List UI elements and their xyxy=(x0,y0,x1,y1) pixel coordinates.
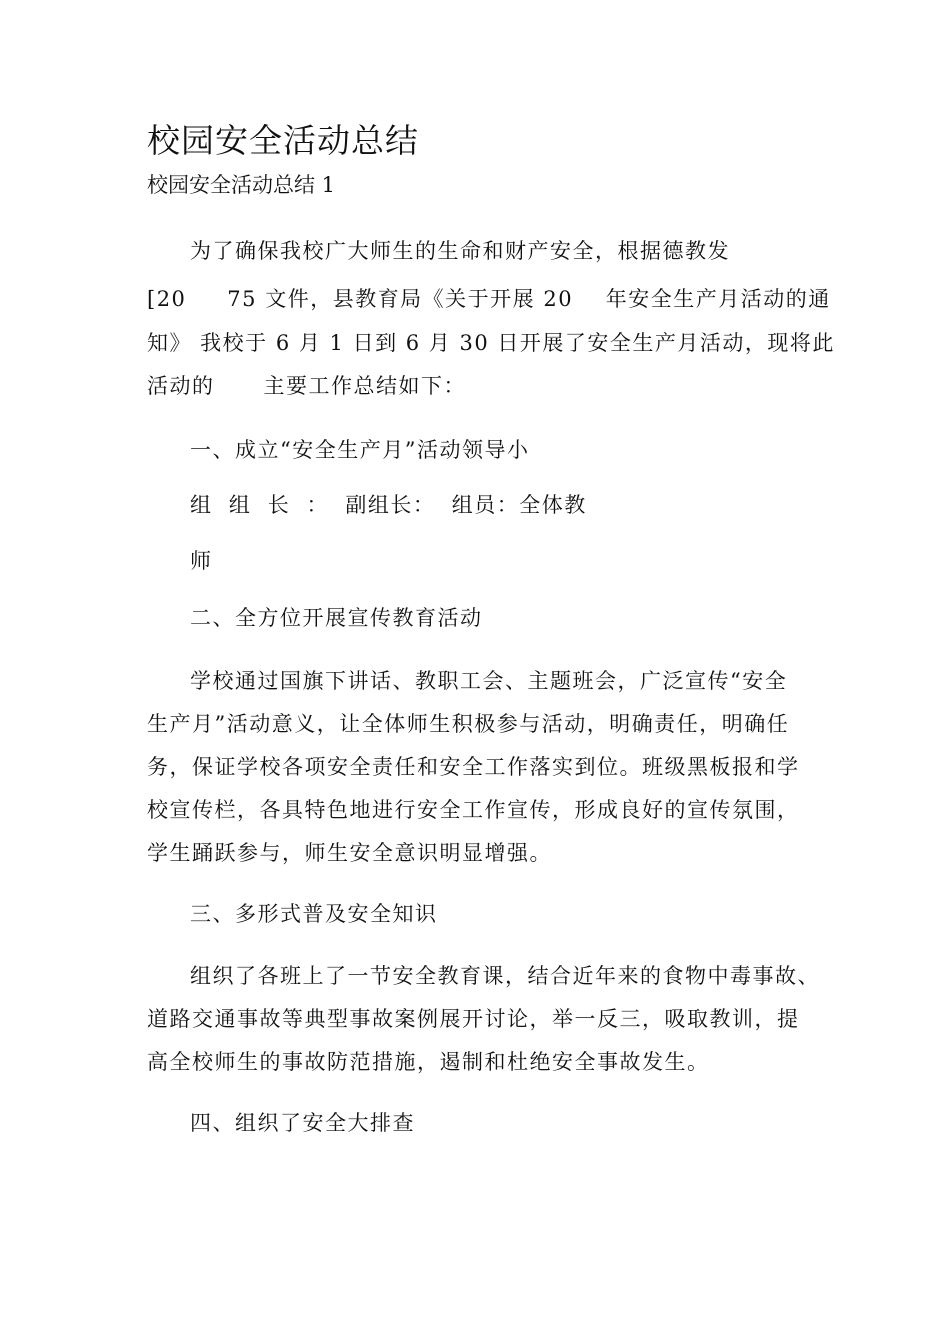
intro-line-4: 活动的 主要工作总结如下： xyxy=(147,374,467,398)
intro-line-3: 知》 我校于 6 月 1 日到 6 月 30 日开展了安全生产月活动，现将此 xyxy=(147,331,835,355)
section-4-heading: 四、组织了安全大排查 xyxy=(190,1111,415,1135)
section-2-line-4: 校宣传栏，各具特色地进行安全工作宣传，形成良好的宣传氛围， xyxy=(147,798,800,822)
document-subtitle: 校园安全活动总结 1 xyxy=(147,173,336,197)
section-2-line-1: 学校通过国旗下讲话、教职工会、主题班会，广泛宣传“安全 xyxy=(190,669,788,693)
section-1-line-1: 组 组 长 ： 副组长： 组员：全体教 xyxy=(190,493,587,517)
section-3-heading: 三、多形式普及安全知识 xyxy=(190,902,438,926)
section-3-line-1: 组织了各班上了一节安全教育课，结合近年来的食物中毒事故、 xyxy=(190,964,820,988)
intro-line-1: 为了确保我校广大师生的生命和财产安全，根据德教发 xyxy=(190,239,730,263)
section-1-heading: 一、成立“安全生产月”活动领导小 xyxy=(190,438,530,462)
document-title: 校园安全活动总结 xyxy=(147,121,419,160)
section-2-line-3: 务，保证学校各项安全责任和安全工作落实到位。班级黑板报和学 xyxy=(147,755,800,779)
intro-line-2: [20 75 文件，县教育局《关于开展 20 年安全生产月活动的通 xyxy=(147,287,831,311)
section-1-line-2: 师 xyxy=(190,549,213,573)
section-3-line-2: 道路交通事故等典型事故案例展开讨论，举一反三，吸取教训，提 xyxy=(147,1007,800,1031)
section-2-line-2: 生产月”活动意义，让全体师生积极参与活动，明确责任，明确任 xyxy=(147,712,790,736)
section-3-line-3: 高全校师生的事故防范措施，遏制和杜绝安全事故发生。 xyxy=(147,1050,710,1074)
section-2-heading: 二、全方位开展宣传教育活动 xyxy=(190,606,483,630)
section-2-line-5: 学生踊跃参与，师生安全意识明显增强。 xyxy=(147,841,552,865)
